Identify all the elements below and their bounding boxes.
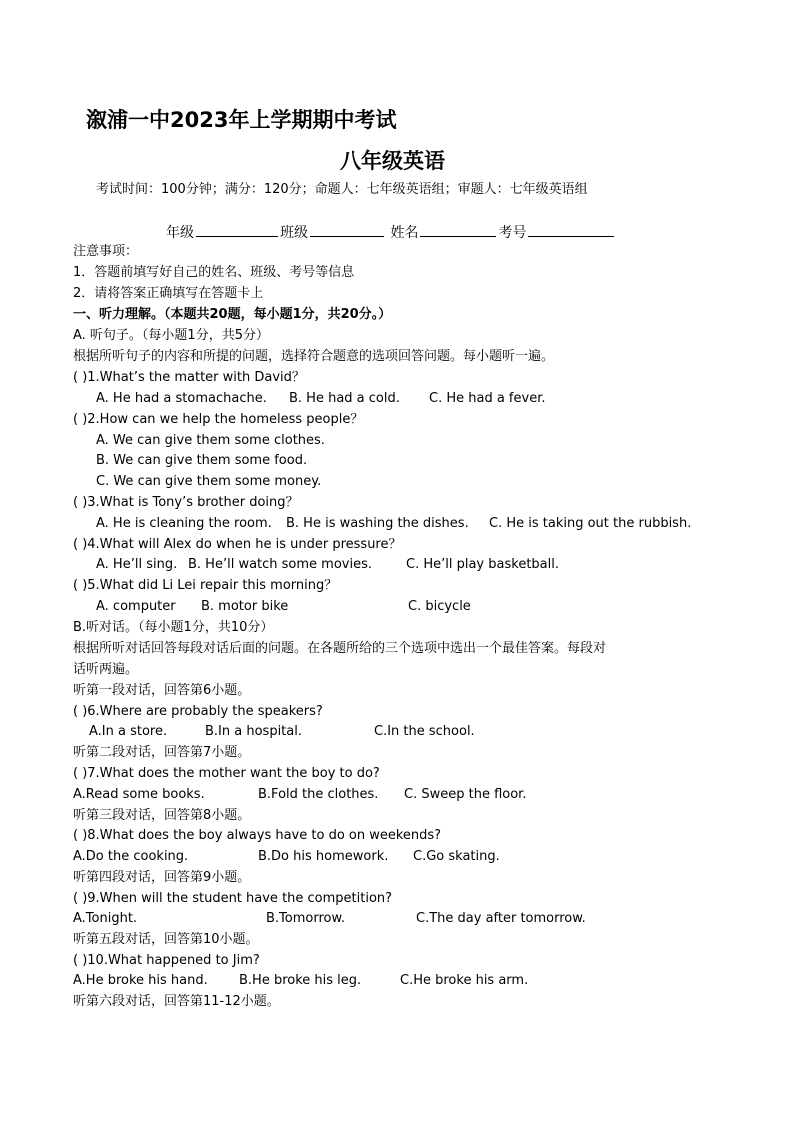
field-class-blank[interactable] [310, 223, 384, 237]
question-stem: ( )7.What does the mother want the boy to do? [73, 766, 380, 781]
student-fields [166, 223, 616, 242]
dialogue-intro: 听第二段对话，回答第7小题。 [73, 745, 251, 760]
exam-title: 溆浦一中2023年上学期期中考试 [86, 108, 397, 132]
option: B. He is washing the dishes. [286, 516, 469, 531]
option: B. motor bike [201, 599, 289, 614]
option: B. He’ll watch some movies. [188, 557, 373, 572]
field-id-label: 考号 [498, 225, 527, 241]
option: A. He had a stomachache. [96, 391, 267, 406]
dialogue-intro: 听第六段对话，回答第11-12小题。 [73, 994, 280, 1009]
option: B.He broke his leg. [239, 973, 362, 988]
option: A. He is cleaning the room. [96, 516, 272, 531]
option: A. We can give them some clothes. [96, 433, 325, 448]
partB-instruction: 根据所听对话回答每段对话后面的问题。在各题所给的三个选项中选出一个最佳答案。每段对 [73, 641, 607, 656]
partA-heading: A. 听句子。（每小题1分，共5分） [73, 328, 269, 343]
field-grade-label: 年级 [166, 225, 194, 241]
note-item: 1．答题前填写好自己的姓名、班级、考号等信息 [73, 265, 355, 280]
option: A. computer [96, 599, 176, 614]
option: A. He’ll sing. [96, 557, 178, 572]
option: B.Fold the clothes. [258, 787, 379, 802]
field-name-blank[interactable] [420, 223, 496, 237]
option: A.Tonight. [73, 911, 138, 926]
option: C. Sweep the floor. [404, 787, 527, 802]
dialogue-intro: 听第一段对话，回答第6小题。 [73, 683, 251, 698]
option: C. He’ll play basketball. [406, 557, 559, 572]
option: B.Do his homework. [258, 849, 389, 864]
option: B.Tomorrow. [266, 911, 346, 926]
exam-info: 考试时间：100分钟；满分：120分；命题人：七年级英语组；审题人：七年级英语组 [96, 182, 588, 197]
option: C.He broke his arm. [400, 973, 529, 988]
dialogue-intro: 听第四段对话，回答第9小题。 [73, 870, 251, 885]
option: A.In a store. [89, 724, 168, 739]
partB-instruction: 话听两遍。 [73, 662, 139, 677]
option: A.Read some books. [73, 787, 205, 802]
dialogue-intro: 听第三段对话，回答第8小题。 [73, 808, 251, 823]
field-class-label: 班级 [280, 225, 308, 241]
dialogue-intro: 听第五段对话，回答第10小题。 [73, 932, 259, 947]
partB-heading: B.听对话。（每小题1分，共10分） [73, 620, 274, 635]
question-stem: ( )6.Where are probably the speakers? [73, 704, 323, 719]
option: C. bicycle [408, 599, 471, 614]
option: B. We can give them some food. [96, 453, 308, 468]
question-stem: ( )3.What is Tony’s brother doing？ [73, 495, 299, 510]
question-stem: ( )1.What’s the matter with David？ [73, 370, 305, 385]
option: B.In a hospital. [205, 724, 302, 739]
option: C. He had a fever. [429, 391, 546, 406]
question-stem: ( )4.What will Alex do when he is under pressure？ [73, 537, 402, 552]
note-item: 2．请将答案正确填写在答题卡上 [73, 286, 264, 301]
field-id-blank[interactable] [528, 223, 614, 237]
option: B. He had a cold. [289, 391, 400, 406]
field-name-label: 姓名 [390, 225, 419, 241]
question-stem: ( )8.What does the boy always have to do on weekends? [73, 828, 442, 843]
field-grade-blank[interactable] [196, 223, 278, 237]
question-stem: ( )10.What happened to Jim? [73, 953, 260, 968]
option: C. He is taking out the rubbish. [489, 516, 692, 531]
question-stem: ( )9.When will the student have the competition? [73, 891, 393, 906]
option: C. We can give them some money. [96, 474, 322, 489]
exam-subtitle: 八年级英语 [340, 149, 445, 173]
option: A.He broke his hand. [73, 973, 208, 988]
option: C.The day after tomorrow. [416, 911, 586, 926]
option: C.Go skating. [413, 849, 500, 864]
notes-heading: 注意事项： [73, 244, 139, 259]
option: A.Do the cooking. [73, 849, 189, 864]
option: C.In the school. [374, 724, 475, 739]
question-stem: ( )5.What did Li Lei repair this morning？ [73, 578, 338, 593]
partA-instruction: 根据所听句子的内容和所提的问题，选择符合题意的选项回答问题。每小题听一遍。 [73, 349, 555, 364]
question-stem: ( )2.How can we help the homeless people？ [73, 412, 364, 427]
section1-heading: 一、听力理解。（本题共20题，每小题1分，共20分。） [73, 307, 392, 322]
